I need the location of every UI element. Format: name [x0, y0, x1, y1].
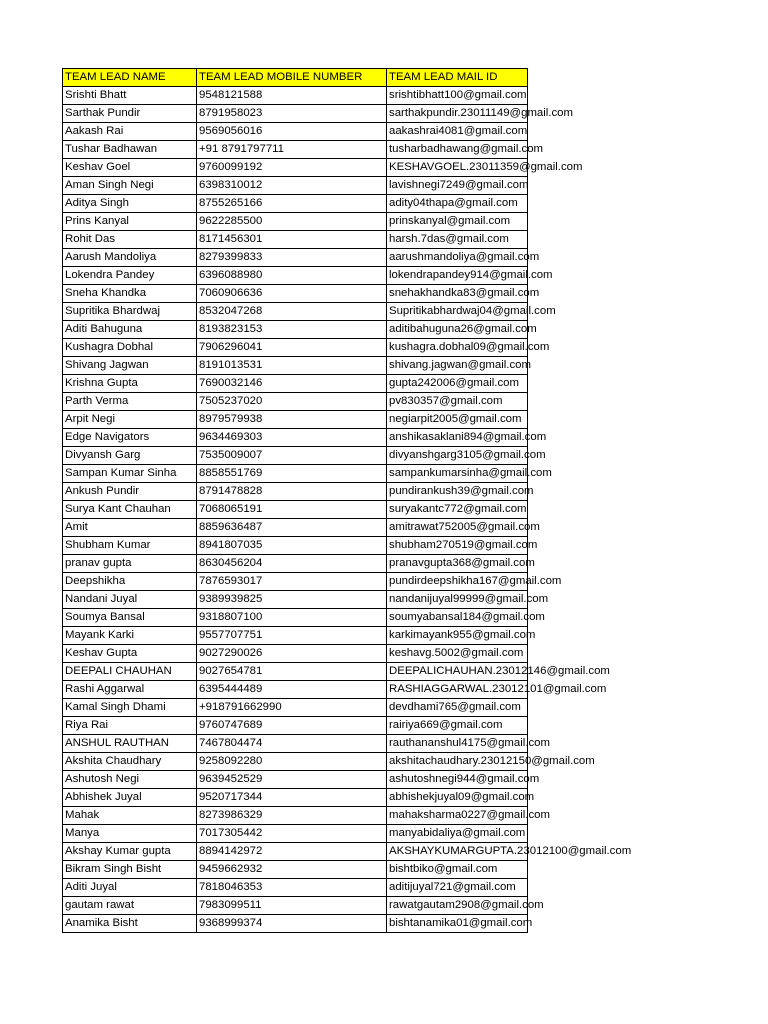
table-row	[63, 627, 528, 645]
cell-mobile: 8193823153	[197, 321, 387, 339]
table-row	[63, 645, 528, 663]
table-row	[63, 429, 528, 447]
cell-mail: devdhami765@gmail.com	[387, 699, 528, 717]
cell-name: Soumya Bansal	[63, 609, 197, 627]
table-row	[63, 897, 528, 915]
cell-mail: karkimayank955@gmail.com	[387, 627, 528, 645]
cell-mobile: 9760099192	[197, 159, 387, 177]
table-row	[63, 789, 528, 807]
cell-mail: suryakantc772@gmail.com	[387, 501, 528, 519]
cell-mobile: 8894142972	[197, 843, 387, 861]
cell-mobile: 8273986329	[197, 807, 387, 825]
table-row	[63, 699, 528, 717]
table-row	[63, 357, 528, 375]
cell-mail: lokendrapandey914@gmail.com	[387, 267, 528, 285]
cell-mobile: 9027290026	[197, 645, 387, 663]
cell-name: gautam rawat	[63, 897, 197, 915]
cell-name: Sarthak Pundir	[63, 105, 197, 123]
cell-name: Edge Navigators	[63, 429, 197, 447]
cell-mail: nandanijuyal99999@gmail.com	[387, 591, 528, 609]
cell-name: Aman Singh Negi	[63, 177, 197, 195]
cell-mail: Supritikabhardwaj04@gmail.com	[387, 303, 528, 321]
cell-mobile: 6396088980	[197, 267, 387, 285]
cell-name: Lokendra Pandey	[63, 267, 197, 285]
cell-mail: manyabidaliya@gmail.com	[387, 825, 528, 843]
cell-mail: abhishekjuyal09@gmail.com	[387, 789, 528, 807]
cell-mail: sampankumarsinha@gmail.com	[387, 465, 528, 483]
cell-name: DEEPALI CHAUHAN	[63, 663, 197, 681]
cell-name: Nandani Juyal	[63, 591, 197, 609]
cell-mail: shivang.jagwan@gmail.com	[387, 357, 528, 375]
table-row	[63, 87, 528, 105]
cell-name: Aditi Juyal	[63, 879, 197, 897]
cell-name: Kamal Singh Dhami	[63, 699, 197, 717]
cell-name: Shubham Kumar	[63, 537, 197, 555]
table-row	[63, 141, 528, 159]
cell-name: Amit	[63, 519, 197, 537]
cell-mobile: 7068065191	[197, 501, 387, 519]
cell-name: Akshay Kumar gupta	[63, 843, 197, 861]
cell-mail: aakashrai4081@gmail.com	[387, 123, 528, 141]
table-row	[63, 861, 528, 879]
cell-name: Abhishek Juyal	[63, 789, 197, 807]
cell-name: Aditya Singh	[63, 195, 197, 213]
cell-name: Surya Kant Chauhan	[63, 501, 197, 519]
table-row	[63, 249, 528, 267]
cell-mobile: 8279399833	[197, 249, 387, 267]
cell-mobile: 7983099511	[197, 897, 387, 915]
cell-name: Sneha Khandka	[63, 285, 197, 303]
table-row	[63, 843, 528, 861]
table-row	[63, 591, 528, 609]
table-row	[63, 339, 528, 357]
table-row	[63, 681, 528, 699]
cell-name: Deepshikha	[63, 573, 197, 591]
table-header	[63, 69, 528, 87]
cell-name: Sampan Kumar Sinha	[63, 465, 197, 483]
table-row	[63, 285, 528, 303]
cell-mail: rairiya669@gmail.com	[387, 717, 528, 735]
cell-name: Aditi Bahuguna	[63, 321, 197, 339]
cell-name: Aakash Rai	[63, 123, 197, 141]
table-row	[63, 735, 528, 753]
cell-name: Srishti Bhatt	[63, 87, 197, 105]
column-header-mobile: TEAM LEAD MOBILE NUMBER	[197, 69, 387, 87]
cell-mobile: 8858551769	[197, 465, 387, 483]
cell-mobile: 7060906636	[197, 285, 387, 303]
table-row	[63, 807, 528, 825]
cell-mobile: 9622285500	[197, 213, 387, 231]
cell-name: Anamika Bisht	[63, 915, 197, 933]
table-row	[63, 879, 528, 897]
table-row	[63, 501, 528, 519]
cell-name: Arpit Negi	[63, 411, 197, 429]
cell-mobile: 9318807100	[197, 609, 387, 627]
cell-mail: adity04thapa@gmail.com	[387, 195, 528, 213]
cell-mail: soumyabansal184@gmail.com	[387, 609, 528, 627]
cell-name: Ankush Pundir	[63, 483, 197, 501]
cell-mail: aditijuyal721@gmail.com	[387, 879, 528, 897]
cell-mail: sarthakpundir.23011149@gmail.com	[387, 105, 528, 123]
cell-mail: mahaksharma0227@gmail.com	[387, 807, 528, 825]
cell-mobile: 8791958023	[197, 105, 387, 123]
cell-name: Divyansh Garg	[63, 447, 197, 465]
cell-mail: negiarpit2005@gmail.com	[387, 411, 528, 429]
table-row	[63, 825, 528, 843]
cell-name: Supritika Bhardwaj	[63, 303, 197, 321]
cell-mail: pranavgupta368@gmail.com	[387, 555, 528, 573]
cell-name: Riya Rai	[63, 717, 197, 735]
cell-name: Mayank Karki	[63, 627, 197, 645]
cell-mail: ashutoshnegi944@gmail.com	[387, 771, 528, 789]
cell-name: Rashi Aggarwal	[63, 681, 197, 699]
cell-name: pranav gupta	[63, 555, 197, 573]
cell-name: Ashutosh Negi	[63, 771, 197, 789]
cell-mobile: 9520717344	[197, 789, 387, 807]
cell-name: Prins Kanyal	[63, 213, 197, 231]
table-row	[63, 177, 528, 195]
cell-mobile: 7690032146	[197, 375, 387, 393]
cell-mobile: 8630456204	[197, 555, 387, 573]
header-row	[63, 69, 528, 87]
cell-name: Bikram Singh Bisht	[63, 861, 197, 879]
table-row	[63, 465, 528, 483]
cell-name: Keshav Gupta	[63, 645, 197, 663]
cell-mobile: 6395444489	[197, 681, 387, 699]
cell-mail: rauthananshul4175@gmail.com	[387, 735, 528, 753]
table-row	[63, 573, 528, 591]
cell-mobile: 8532047268	[197, 303, 387, 321]
cell-mail: aditibahuguna26@gmail.com	[387, 321, 528, 339]
table-row	[63, 321, 528, 339]
cell-mobile: 9639452529	[197, 771, 387, 789]
cell-name: Aarush Mandoliya	[63, 249, 197, 267]
cell-name: Manya	[63, 825, 197, 843]
cell-name: Tushar Badhawan	[63, 141, 197, 159]
cell-mail: gupta242006@gmail.com	[387, 375, 528, 393]
cell-mobile: 8859636487	[197, 519, 387, 537]
cell-mail: AKSHAYKUMARGUPTA.23012100@gmail.com	[387, 843, 528, 861]
cell-mail: pundirdeepshikha167@gmail.com	[387, 573, 528, 591]
cell-mobile: 7906296041	[197, 339, 387, 357]
table-row	[63, 123, 528, 141]
cell-mobile: 6398310012	[197, 177, 387, 195]
cell-name: Parth Verma	[63, 393, 197, 411]
table-row	[63, 393, 528, 411]
cell-mobile: 7876593017	[197, 573, 387, 591]
cell-mail: prinskanyal@gmail.com	[387, 213, 528, 231]
cell-mobile: 8191013531	[197, 357, 387, 375]
table-row	[63, 375, 528, 393]
cell-mail: pv830357@gmail.com	[387, 393, 528, 411]
table-row	[63, 915, 528, 933]
cell-mail: akshitachaudhary.23012150@gmail.com	[387, 753, 528, 771]
cell-mail: tusharbadhawang@gmail.com	[387, 141, 528, 159]
cell-mobile: 7467804474	[197, 735, 387, 753]
cell-mail: kushagra.dobhal09@gmail.com	[387, 339, 528, 357]
cell-mobile: +918791662990	[197, 699, 387, 717]
table-row	[63, 609, 528, 627]
cell-mobile: 8755265166	[197, 195, 387, 213]
table-row	[63, 303, 528, 321]
cell-mail: rawatgautam2908@gmail.com	[387, 897, 528, 915]
cell-mobile: 9258092280	[197, 753, 387, 771]
cell-mail: srishtibhatt100@gmail.com	[387, 87, 528, 105]
cell-mail: lavishnegi7249@gmail.com	[387, 177, 528, 195]
cell-mail: bishtbiko@gmail.com	[387, 861, 528, 879]
cell-mail: aarushmandoliya@gmail.com	[387, 249, 528, 267]
cell-mail: harsh.7das@gmail.com	[387, 231, 528, 249]
cell-name: Keshav Goel	[63, 159, 197, 177]
cell-mobile: 8171456301	[197, 231, 387, 249]
cell-mail: KESHAVGOEL.23011359@gmail.com	[387, 159, 528, 177]
cell-mobile: 8941807035	[197, 537, 387, 555]
cell-mail: DEEPALICHAUHAN.23012146@gmail.com	[387, 663, 528, 681]
cell-name: Krishna Gupta	[63, 375, 197, 393]
cell-mail: snehakhandka83@gmail.com	[387, 285, 528, 303]
cell-mail: bishtanamika01@gmail.com	[387, 915, 528, 933]
cell-mobile: 7505237020	[197, 393, 387, 411]
cell-name: ANSHUL RAUTHAN	[63, 735, 197, 753]
cell-mail: pundirankush39@gmail.com	[387, 483, 528, 501]
cell-mobile: 9027654781	[197, 663, 387, 681]
cell-mobile: 7818046353	[197, 879, 387, 897]
team-lead-table	[62, 68, 632, 933]
table-row	[63, 483, 528, 501]
cell-mail: shubham270519@gmail.com	[387, 537, 528, 555]
cell-mobile: 8791478828	[197, 483, 387, 501]
cell-name: Kushagra Dobhal	[63, 339, 197, 357]
cell-mobile: 9760747689	[197, 717, 387, 735]
cell-mobile: 9548121588	[197, 87, 387, 105]
cell-mobile: 9569056016	[197, 123, 387, 141]
cell-name: Mahak	[63, 807, 197, 825]
table-row	[63, 213, 528, 231]
cell-mobile: 9459662932	[197, 861, 387, 879]
cell-mobile: 9389939825	[197, 591, 387, 609]
table-row	[63, 411, 528, 429]
cell-mail: keshavg.5002@gmail.com	[387, 645, 528, 663]
table-body	[63, 87, 632, 933]
cell-mail: divyanshgarg3105@gmail.com	[387, 447, 528, 465]
cell-mobile: 9368999374	[197, 915, 387, 933]
table-row	[63, 537, 528, 555]
table-row	[63, 753, 528, 771]
cell-name: Rohit Das	[63, 231, 197, 249]
cell-mobile: +91 8791797711	[197, 141, 387, 159]
table-row	[63, 555, 528, 573]
table-row	[63, 447, 528, 465]
table-row	[63, 105, 528, 123]
cell-mail: anshikasaklani894@gmail.com	[387, 429, 528, 447]
cell-name: Shivang Jagwan	[63, 357, 197, 375]
table-row	[63, 159, 528, 177]
cell-mail: amitrawat752005@gmail.com	[387, 519, 528, 537]
table-row	[63, 195, 528, 213]
table-row	[63, 267, 528, 285]
table-row	[63, 771, 528, 789]
column-header-mail: TEAM LEAD MAIL ID	[387, 69, 528, 87]
table-row	[63, 717, 528, 735]
cell-mobile: 7017305442	[197, 825, 387, 843]
cell-name: Akshita Chaudhary	[63, 753, 197, 771]
table-row	[63, 231, 528, 249]
cell-mobile: 9557707751	[197, 627, 387, 645]
column-header-name: TEAM LEAD NAME	[63, 69, 197, 87]
cell-mail: RASHIAGGARWAL.23012101@gmail.com	[387, 681, 528, 699]
cell-mobile: 9634469303	[197, 429, 387, 447]
table-row	[63, 663, 528, 681]
cell-mobile: 7535009007	[197, 447, 387, 465]
table-row	[63, 519, 528, 537]
cell-mobile: 8979579938	[197, 411, 387, 429]
